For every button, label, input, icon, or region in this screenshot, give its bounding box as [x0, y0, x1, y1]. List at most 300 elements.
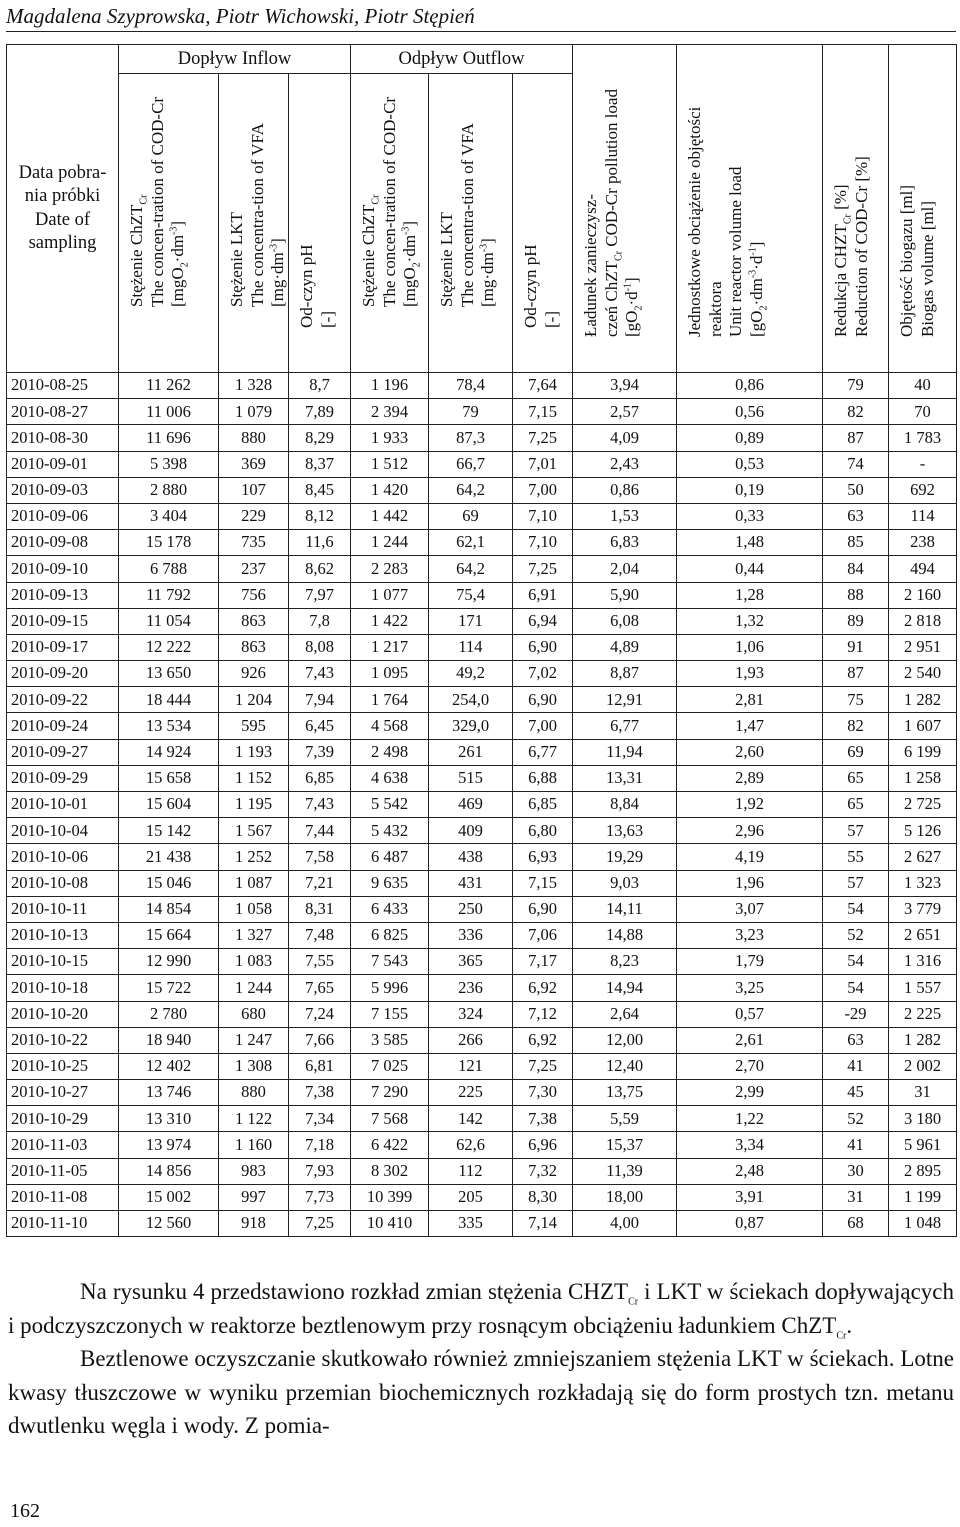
cell-outflow-cod: 3 585	[351, 1027, 429, 1053]
header-inflow-ph	[289, 74, 351, 373]
cell-inflow-vfa: 756	[219, 582, 289, 608]
table-row	[7, 818, 957, 844]
cell-inflow-cod: 13 974	[119, 1132, 219, 1158]
cell-outflow-vfa: 62,1	[429, 530, 513, 556]
cell-date: 2010-09-15	[7, 608, 119, 634]
cell-inflow-vfa: 1 122	[219, 1106, 289, 1132]
cell-outflow-vfa: 431	[429, 870, 513, 896]
cell-outflow-ph: 7,00	[513, 477, 573, 503]
cell-unit-volume-load: 1,93	[677, 661, 823, 687]
cell-unit-volume-load: 4,19	[677, 844, 823, 870]
cell-pollution-load: 13,63	[573, 818, 677, 844]
table-row	[7, 922, 957, 948]
out-ph-line-1: Od-czyn pH	[521, 243, 540, 328]
cell-biogas-volume: 5 961	[889, 1132, 957, 1158]
cell-outflow-vfa: 62,6	[429, 1132, 513, 1158]
cell-pollution-load: 11,94	[573, 739, 677, 765]
cell-inflow-cod: 11 262	[119, 373, 219, 399]
cell-outflow-cod: 8 302	[351, 1158, 429, 1184]
table-row	[7, 477, 957, 503]
cell-inflow-vfa: 1 087	[219, 870, 289, 896]
cell-inflow-ph: 7,97	[289, 582, 351, 608]
header-biogas-volume	[889, 45, 957, 373]
cell-pollution-load: 15,37	[573, 1132, 677, 1158]
header-outflow-vfa	[429, 74, 513, 373]
cell-inflow-ph: 8,08	[289, 634, 351, 660]
cell-pollution-load: 18,00	[573, 1184, 677, 1210]
table-row	[7, 582, 957, 608]
cell-unit-volume-load: 0,53	[677, 451, 823, 477]
cell-inflow-cod: 18 940	[119, 1027, 219, 1053]
cell-outflow-ph: 6,92	[513, 1027, 573, 1053]
cell-inflow-cod: 13 310	[119, 1106, 219, 1132]
table-row	[7, 687, 957, 713]
table-row	[7, 634, 957, 660]
cell-outflow-cod: 5 432	[351, 818, 429, 844]
cell-outflow-vfa: 49,2	[429, 661, 513, 687]
cell-outflow-ph: 7,30	[513, 1080, 573, 1106]
cell-outflow-cod: 6 422	[351, 1132, 429, 1158]
cell-outflow-ph: 7,15	[513, 870, 573, 896]
table-row	[7, 975, 957, 1001]
cell-pollution-load: 5,90	[573, 582, 677, 608]
in-vfa-line-1: Stężenie LKT	[227, 211, 246, 307]
cell-date: 2010-09-22	[7, 687, 119, 713]
reduction-line-2: Reduction of COD-Cr [%]	[851, 156, 871, 337]
cell-outflow-cod: 2 283	[351, 556, 429, 582]
cell-outflow-ph: 7,01	[513, 451, 573, 477]
cell-inflow-vfa: 229	[219, 503, 289, 529]
cell-date: 2010-09-03	[7, 477, 119, 503]
table-row	[7, 503, 957, 529]
cell-outflow-vfa: 469	[429, 792, 513, 818]
cell-inflow-ph: 7,89	[289, 399, 351, 425]
cell-cod-reduction: 63	[823, 1027, 889, 1053]
cell-date: 2010-10-13	[7, 922, 119, 948]
cell-date: 2010-10-18	[7, 975, 119, 1001]
cell-outflow-ph: 7,25	[513, 556, 573, 582]
cell-inflow-cod: 11 696	[119, 425, 219, 451]
cell-cod-reduction: 69	[823, 739, 889, 765]
out-cod-line-3: $[mgO_2\cdot dm^{-3}]$	[400, 220, 423, 307]
cell-pollution-load: 19,29	[573, 844, 677, 870]
date-label-line-3: Date of	[35, 209, 90, 230]
cell-inflow-ph: 7,66	[289, 1027, 351, 1053]
table-row	[7, 373, 957, 399]
cell-cod-reduction: 54	[823, 975, 889, 1001]
cell-unit-volume-load: 1,96	[677, 870, 823, 896]
cell-pollution-load: 0,86	[573, 477, 677, 503]
cell-pollution-load: 2,64	[573, 1001, 677, 1027]
cell-inflow-vfa: 735	[219, 530, 289, 556]
cell-biogas-volume: 2 540	[889, 661, 957, 687]
cell-pollution-load: 2,43	[573, 451, 677, 477]
cell-outflow-cod: 1 442	[351, 503, 429, 529]
cell-outflow-ph: 6,80	[513, 818, 573, 844]
cell-date: 2010-10-27	[7, 1080, 119, 1106]
cell-outflow-vfa: 438	[429, 844, 513, 870]
cell-pollution-load: 6,83	[573, 530, 677, 556]
cell-outflow-ph: 7,15	[513, 399, 573, 425]
cell-outflow-vfa: 171	[429, 608, 513, 634]
cell-date: 2010-09-17	[7, 634, 119, 660]
cell-biogas-volume: 70	[889, 399, 957, 425]
cell-outflow-ph: 6,90	[513, 896, 573, 922]
cell-pollution-load: 14,88	[573, 922, 677, 948]
cell-pollution-load: 6,77	[573, 713, 677, 739]
cell-biogas-volume: 1 607	[889, 713, 957, 739]
cell-date: 2010-11-03	[7, 1132, 119, 1158]
date-label-line-2: nia próbki	[24, 186, 101, 207]
cell-pollution-load: 3,94	[573, 373, 677, 399]
cell-cod-reduction: 54	[823, 949, 889, 975]
cell-inflow-ph: 7,65	[289, 975, 351, 1001]
cell-date: 2010-08-30	[7, 425, 119, 451]
cell-date: 2010-10-15	[7, 949, 119, 975]
header-inflow-group: Dopływ Inflow	[119, 45, 351, 74]
page-number: 162	[10, 1500, 40, 1522]
cell-outflow-ph: 7,64	[513, 373, 573, 399]
cell-outflow-cod: 7 543	[351, 949, 429, 975]
cell-inflow-ph: 8,45	[289, 477, 351, 503]
cell-biogas-volume: 494	[889, 556, 957, 582]
out-vfa-line-1: Stężenie LKT	[437, 211, 456, 307]
cell-date: 2010-11-08	[7, 1184, 119, 1210]
cell-date: 2010-10-11	[7, 896, 119, 922]
cell-inflow-cod: 18 444	[119, 687, 219, 713]
cell-outflow-cod: 5 542	[351, 792, 429, 818]
cell-unit-volume-load: 3,23	[677, 922, 823, 948]
cell-inflow-ph: 7,43	[289, 792, 351, 818]
cell-outflow-vfa: 365	[429, 949, 513, 975]
table-row	[7, 556, 957, 582]
cell-cod-reduction: 87	[823, 425, 889, 451]
table-row	[7, 896, 957, 922]
cell-inflow-vfa: 918	[219, 1211, 289, 1237]
cell-outflow-ph: 6,85	[513, 792, 573, 818]
cell-inflow-vfa: 1 193	[219, 739, 289, 765]
cell-outflow-ph: 6,96	[513, 1132, 573, 1158]
cell-inflow-ph: 7,58	[289, 844, 351, 870]
running-head-authors: Magdalena Szyprowska, Piotr Wichowski, Piotr Stępień	[6, 4, 475, 28]
cell-pollution-load: 8,84	[573, 792, 677, 818]
cell-inflow-ph: 8,12	[289, 503, 351, 529]
cell-outflow-cod: 6 825	[351, 922, 429, 948]
cell-date: 2010-09-06	[7, 503, 119, 529]
header-inflow-vfa	[219, 74, 289, 373]
cell-unit-volume-load: 0,19	[677, 477, 823, 503]
cell-outflow-ph: 8,30	[513, 1184, 573, 1210]
cell-inflow-vfa: 595	[219, 713, 289, 739]
cell-outflow-cod: 9 635	[351, 870, 429, 896]
cell-inflow-ph: 8,31	[289, 896, 351, 922]
cell-inflow-cod: 2 780	[119, 1001, 219, 1027]
cell-pollution-load: 12,91	[573, 687, 677, 713]
cell-cod-reduction: 41	[823, 1053, 889, 1079]
cell-pollution-load: 13,31	[573, 765, 677, 791]
cell-outflow-vfa: 409	[429, 818, 513, 844]
cell-pollution-load: 8,87	[573, 661, 677, 687]
cell-inflow-ph: 7,48	[289, 922, 351, 948]
table-row	[7, 949, 957, 975]
load-line-1: Ładunek zanieczysz-	[581, 194, 601, 337]
cell-inflow-ph: 7,8	[289, 608, 351, 634]
cell-outflow-cod: 7 025	[351, 1053, 429, 1079]
unit-load-line-2: reaktora	[705, 281, 725, 337]
cell-inflow-cod: 15 664	[119, 922, 219, 948]
cell-outflow-ph: 7,10	[513, 503, 573, 529]
cell-inflow-ph: 8,37	[289, 451, 351, 477]
header-date-of-sampling	[7, 45, 119, 373]
table-row	[7, 399, 957, 425]
in-cod-line-3: $[mgO_2\cdot dm^{-3}]$	[168, 220, 191, 307]
cell-inflow-cod: 15 604	[119, 792, 219, 818]
cell-inflow-ph: 7,43	[289, 661, 351, 687]
cell-unit-volume-load: 2,99	[677, 1080, 823, 1106]
cell-cod-reduction: 74	[823, 451, 889, 477]
cell-cod-reduction: 65	[823, 765, 889, 791]
cell-inflow-cod: 15 658	[119, 765, 219, 791]
cell-biogas-volume: 5 126	[889, 818, 957, 844]
cell-date: 2010-09-27	[7, 739, 119, 765]
cell-outflow-cod: 1 512	[351, 451, 429, 477]
header-outflow-cod	[351, 74, 429, 373]
table-row	[7, 870, 957, 896]
cell-outflow-ph: 7,00	[513, 713, 573, 739]
cell-inflow-ph: 7,24	[289, 1001, 351, 1027]
cell-unit-volume-load: 0,56	[677, 399, 823, 425]
cell-biogas-volume: 1 557	[889, 975, 957, 1001]
cell-outflow-ph: 7,38	[513, 1106, 573, 1132]
in-ph-line-1: Od-czyn pH	[297, 243, 316, 328]
cell-date: 2010-10-08	[7, 870, 119, 896]
cell-pollution-load: 4,00	[573, 1211, 677, 1237]
cell-inflow-vfa: 983	[219, 1158, 289, 1184]
cell-outflow-vfa: 336	[429, 922, 513, 948]
cell-outflow-cod: 1 933	[351, 425, 429, 451]
cell-unit-volume-load: 0,87	[677, 1211, 823, 1237]
cell-cod-reduction: 41	[823, 1132, 889, 1158]
in-vfa-line-3: $[mg\cdot dm^{-3}]$	[268, 238, 288, 307]
cell-outflow-ph: 7,25	[513, 1053, 573, 1079]
cell-unit-volume-load: 0,44	[677, 556, 823, 582]
table-row	[7, 1132, 957, 1158]
table-row	[7, 713, 957, 739]
table-row	[7, 792, 957, 818]
cell-cod-reduction: 57	[823, 870, 889, 896]
cell-pollution-load: 4,89	[573, 634, 677, 660]
cell-outflow-ph: 7,12	[513, 1001, 573, 1027]
cell-biogas-volume: 2 627	[889, 844, 957, 870]
cell-outflow-ph: 7,02	[513, 661, 573, 687]
cell-inflow-ph: 7,18	[289, 1132, 351, 1158]
cell-cod-reduction: 75	[823, 687, 889, 713]
cell-outflow-cod: 4 638	[351, 765, 429, 791]
cell-outflow-vfa: 64,2	[429, 556, 513, 582]
cell-inflow-vfa: 1 308	[219, 1053, 289, 1079]
cell-inflow-cod: 11 054	[119, 608, 219, 634]
cell-date: 2010-08-27	[7, 399, 119, 425]
cell-biogas-volume: 3 779	[889, 896, 957, 922]
header-pollution-load	[573, 45, 677, 373]
table-row	[7, 1080, 957, 1106]
cell-date: 2010-10-29	[7, 1106, 119, 1132]
cell-date: 2010-09-20	[7, 661, 119, 687]
header-inflow-cod	[119, 74, 219, 373]
unit-load-line-4: $[gO_2\cdot dm^{-3}\cdot d^{-1}]$	[747, 241, 770, 337]
cell-pollution-load: 2,57	[573, 399, 677, 425]
table-row	[7, 739, 957, 765]
cell-cod-reduction: 55	[823, 844, 889, 870]
cell-outflow-vfa: 329,0	[429, 713, 513, 739]
cell-outflow-vfa: 250	[429, 896, 513, 922]
cell-pollution-load: 13,75	[573, 1080, 677, 1106]
unit-load-line-1: Jednostkowe obciążenie objętości	[685, 106, 705, 337]
table-header	[7, 45, 957, 373]
cell-outflow-cod: 2 498	[351, 739, 429, 765]
cell-biogas-volume: 6 199	[889, 739, 957, 765]
cell-unit-volume-load: 1,22	[677, 1106, 823, 1132]
cell-unit-volume-load: 1,92	[677, 792, 823, 818]
cell-inflow-ph: 7,44	[289, 818, 351, 844]
cell-biogas-volume: 1 048	[889, 1211, 957, 1237]
cell-inflow-vfa: 1 328	[219, 373, 289, 399]
cell-unit-volume-load: 3,34	[677, 1132, 823, 1158]
cell-unit-volume-load: 0,57	[677, 1001, 823, 1027]
cell-unit-volume-load: 1,47	[677, 713, 823, 739]
cell-unit-volume-load: 1,48	[677, 530, 823, 556]
cell-inflow-vfa: 1 083	[219, 949, 289, 975]
cell-unit-volume-load: 3,25	[677, 975, 823, 1001]
cell-inflow-vfa: 1 204	[219, 687, 289, 713]
cell-unit-volume-load: 2,81	[677, 687, 823, 713]
cell-biogas-volume: 1 199	[889, 1184, 957, 1210]
load-line-3: $[gO_2\cdot d^{-1}]$	[622, 277, 645, 337]
cell-pollution-load: 6,08	[573, 608, 677, 634]
cell-outflow-vfa: 236	[429, 975, 513, 1001]
cell-cod-reduction: 45	[823, 1080, 889, 1106]
cell-inflow-ph: 6,85	[289, 765, 351, 791]
cell-biogas-volume: 2 725	[889, 792, 957, 818]
cell-inflow-vfa: 1 152	[219, 765, 289, 791]
in-cod-line-2: The concen-tration of COD-Cr	[147, 96, 167, 307]
paragraph-1: Na rysunku 4 przedstawiono rozkład zmian stężenia $CHZT_{Cr}$ i LKT w ściekach dopływających i podczyszczonych w reaktorze beztlenowym przy rosnącym obciążeniu ładunkiem ChZT$_{Cr}$.	[8, 1279, 954, 1342]
cell-outflow-ph: 6,90	[513, 687, 573, 713]
cell-date: 2010-09-24	[7, 713, 119, 739]
cell-cod-reduction: -29	[823, 1001, 889, 1027]
measurement-table	[6, 44, 957, 1237]
cell-cod-reduction: 82	[823, 399, 889, 425]
out-cod-line-1: Stężenie ChZT$_{Cr}$	[359, 194, 382, 307]
cell-inflow-cod: 13 746	[119, 1080, 219, 1106]
cell-outflow-ph: 7,06	[513, 922, 573, 948]
unit-load-line-3: Unit reactor volume load	[726, 166, 746, 337]
table-row	[7, 1211, 957, 1237]
cell-outflow-vfa: 66,7	[429, 451, 513, 477]
cell-outflow-ph: 6,92	[513, 975, 573, 1001]
table-row	[7, 1106, 957, 1132]
out-vfa-line-3: $[mg\cdot dm^{-3}]$	[478, 238, 498, 307]
paragraph-2: Beztlenowe oczyszczanie skutkowało również zmniejszaniem stężenia LKT w ściekach. Lotne kwasy tłuszczowe w wyniku przemian biochemicznych rozkładają się do form prostych tzn. metanu dwutlenku węgla i wody. Z pomia-	[8, 1346, 954, 1439]
cell-cod-reduction: 63	[823, 503, 889, 529]
cell-inflow-cod: 13 534	[119, 713, 219, 739]
cell-cod-reduction: 88	[823, 582, 889, 608]
cell-inflow-vfa: 1 252	[219, 844, 289, 870]
out-vfa-line-2: The concentra-tion of VFA	[457, 122, 477, 307]
cell-biogas-volume: 1 282	[889, 1027, 957, 1053]
cell-biogas-volume: -	[889, 451, 957, 477]
cell-date: 2010-10-01	[7, 792, 119, 818]
header-unit-reactor-volume-load	[677, 45, 823, 373]
cell-cod-reduction: 84	[823, 556, 889, 582]
cell-inflow-ph: 7,94	[289, 687, 351, 713]
cell-outflow-ph: 6,93	[513, 844, 573, 870]
cell-inflow-ph: 7,25	[289, 1211, 351, 1237]
cell-inflow-vfa: 863	[219, 634, 289, 660]
table-row	[7, 451, 957, 477]
cell-outflow-cod: 7 155	[351, 1001, 429, 1027]
cell-biogas-volume: 2 818	[889, 608, 957, 634]
cell-inflow-ph: 7,73	[289, 1184, 351, 1210]
cell-inflow-vfa: 997	[219, 1184, 289, 1210]
cell-inflow-ph: 11,6	[289, 530, 351, 556]
cell-outflow-cod: 1 095	[351, 661, 429, 687]
cell-biogas-volume: 2 895	[889, 1158, 957, 1184]
cell-unit-volume-load: 2,48	[677, 1158, 823, 1184]
cell-inflow-ph: 7,21	[289, 870, 351, 896]
cell-unit-volume-load: 2,96	[677, 818, 823, 844]
header-outflow-group: Odpływ Outflow	[351, 45, 573, 74]
table-body	[7, 373, 957, 1237]
cell-pollution-load: 14,94	[573, 975, 677, 1001]
cell-outflow-vfa: 225	[429, 1080, 513, 1106]
cell-inflow-cod: 3 404	[119, 503, 219, 529]
cell-inflow-vfa: 880	[219, 1080, 289, 1106]
table-row	[7, 844, 957, 870]
cell-inflow-ph: 7,39	[289, 739, 351, 765]
cell-inflow-vfa: 369	[219, 451, 289, 477]
cell-outflow-cod: 10 410	[351, 1211, 429, 1237]
table-row	[7, 425, 957, 451]
cell-outflow-vfa: 121	[429, 1053, 513, 1079]
cell-outflow-vfa: 205	[429, 1184, 513, 1210]
cell-date: 2010-09-01	[7, 451, 119, 477]
cell-cod-reduction: 54	[823, 896, 889, 922]
cell-outflow-cod: 1 196	[351, 373, 429, 399]
biogas-line-2: Biogas volume [ml]	[917, 201, 937, 337]
cell-outflow-ph: 7,17	[513, 949, 573, 975]
cell-outflow-ph: 6,88	[513, 765, 573, 791]
cell-outflow-vfa: 266	[429, 1027, 513, 1053]
table-row	[7, 1001, 957, 1027]
cell-inflow-vfa: 1 195	[219, 792, 289, 818]
cell-date: 2010-11-10	[7, 1211, 119, 1237]
cell-cod-reduction: 52	[823, 1106, 889, 1132]
cell-date: 2010-09-10	[7, 556, 119, 582]
cell-outflow-ph: 6,94	[513, 608, 573, 634]
out-cod-line-2: The concen-tration of COD-Cr	[379, 96, 399, 307]
cell-outflow-vfa: 79	[429, 399, 513, 425]
cell-pollution-load: 8,23	[573, 949, 677, 975]
cell-pollution-load: 9,03	[573, 870, 677, 896]
cell-unit-volume-load: 1,79	[677, 949, 823, 975]
cell-unit-volume-load: 2,61	[677, 1027, 823, 1053]
cell-inflow-vfa: 1 160	[219, 1132, 289, 1158]
cell-inflow-cod: 12 222	[119, 634, 219, 660]
cell-pollution-load: 14,11	[573, 896, 677, 922]
cell-outflow-vfa: 87,3	[429, 425, 513, 451]
cell-inflow-vfa: 680	[219, 1001, 289, 1027]
